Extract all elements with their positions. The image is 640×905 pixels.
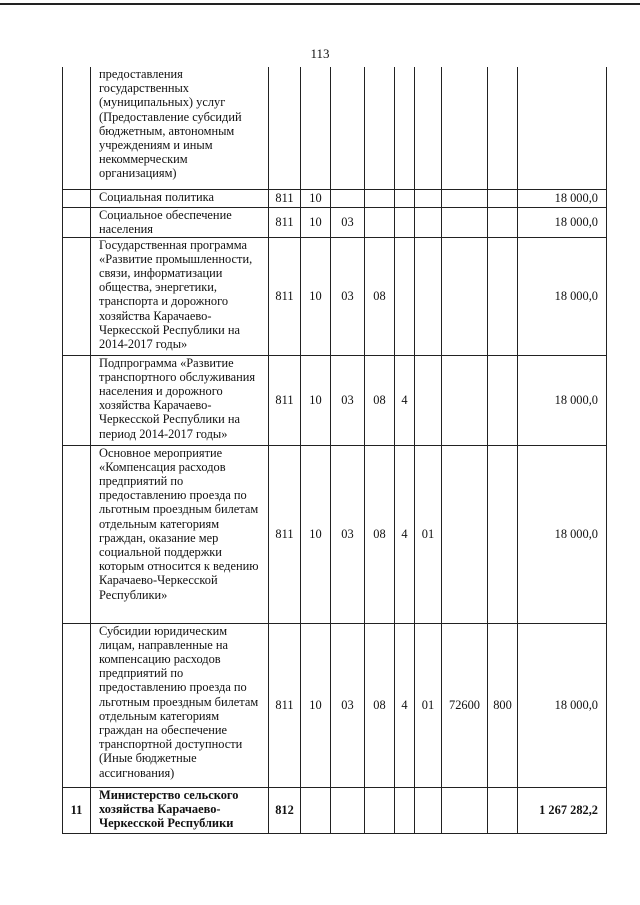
- cell-activity: [415, 189, 442, 207]
- row-number: [63, 445, 91, 623]
- cell-section: 10: [301, 355, 331, 445]
- cell-program: [365, 67, 395, 189]
- table-row: [63, 355, 607, 445]
- cell-subprogram: [395, 787, 415, 833]
- row-name: Социальная политика: [91, 189, 269, 207]
- row-number: [63, 207, 91, 237]
- cell-activity: [415, 207, 442, 237]
- cell-activity: [415, 787, 442, 833]
- table-row: [63, 787, 607, 833]
- cell-ministry: 811: [269, 207, 301, 237]
- cell-subsection: 03: [331, 355, 365, 445]
- row-name: Подпрограмма «Развитие транспортного обслуживания населения и дорожного хозяйства Карачаево-Черкесской Республики на период 2014-2017 годы»: [91, 355, 269, 445]
- cell-subprogram: [395, 237, 415, 355]
- page-number: 113: [310, 46, 330, 61]
- cell-subprogram: [395, 189, 415, 207]
- row-number: [63, 189, 91, 207]
- cell-amount: [518, 67, 607, 189]
- cell-program: [365, 189, 395, 207]
- row-name: Основное мероприятие «Компенсация расходов предприятий по предоставлению проезда по льготным проездным билетам отдельным категориям граждан, оказание мер социальной поддержки которым относится к ведению Карачаево-Черкесской Республики»: [91, 445, 269, 623]
- cell-direction: [442, 445, 488, 623]
- cell-amount: 18 000,0: [518, 445, 607, 623]
- cell-ministry: 811: [269, 355, 301, 445]
- cell-section: [301, 67, 331, 189]
- cell-subsection: [331, 787, 365, 833]
- cell-subsection: 03: [331, 237, 365, 355]
- budget-table: [62, 67, 607, 834]
- cell-section: [301, 787, 331, 833]
- cell-expense-type: [488, 355, 518, 445]
- table-row: [63, 445, 607, 623]
- cell-direction: [442, 237, 488, 355]
- cell-subsection: 03: [331, 445, 365, 623]
- cell-ministry: 811: [269, 189, 301, 207]
- cell-subprogram: 4: [395, 355, 415, 445]
- table-row: [63, 207, 607, 237]
- cell-subprogram: 4: [395, 445, 415, 623]
- cell-direction: [442, 355, 488, 445]
- cell-ministry: 811: [269, 623, 301, 787]
- cell-expense-type: [488, 237, 518, 355]
- cell-ministry: [269, 67, 301, 189]
- row-name: Субсидии юридическим лицам, направленные на компенсацию расходов предприятий по предоставлению проезда по льготным проездным билетам отдельным категориям граждан на обеспечение транспортной доступности (Иные бюджетные ассигнования): [91, 623, 269, 787]
- cell-program: 08: [365, 355, 395, 445]
- cell-activity: [415, 355, 442, 445]
- cell-program: 08: [365, 623, 395, 787]
- cell-program: [365, 787, 395, 833]
- cell-direction: [442, 207, 488, 237]
- cell-activity: [415, 237, 442, 355]
- cell-expense-type: [488, 189, 518, 207]
- top-border-line: [0, 3, 640, 5]
- cell-subsection: [331, 67, 365, 189]
- row-number: [63, 237, 91, 355]
- cell-subprogram: [395, 207, 415, 237]
- row-number: [63, 67, 91, 189]
- cell-ministry: 811: [269, 445, 301, 623]
- cell-direction: [442, 189, 488, 207]
- cell-amount: 18 000,0: [518, 623, 607, 787]
- cell-expense-type: [488, 67, 518, 189]
- cell-amount: 18 000,0: [518, 207, 607, 237]
- cell-subsection: 03: [331, 623, 365, 787]
- row-number: [63, 355, 91, 445]
- cell-section: 10: [301, 623, 331, 787]
- cell-activity: 01: [415, 623, 442, 787]
- cell-expense-type: [488, 207, 518, 237]
- table-row: [63, 189, 607, 207]
- cell-subprogram: [395, 67, 415, 189]
- table-row: [63, 237, 607, 355]
- cell-direction: 72600: [442, 623, 488, 787]
- cell-program: 08: [365, 237, 395, 355]
- row-name: предоставления государственных (муниципальных) услуг (Предоставление субсидий бюджетным, автономным учреждениям и иным некоммерческим организациям): [91, 67, 269, 189]
- cell-amount: 18 000,0: [518, 237, 607, 355]
- cell-activity: [415, 67, 442, 189]
- row-name: Государственная программа «Развитие промышленности, связи, информатизации общества, энергетики, транспорта и дорожного хозяйства Карачаево-Черкесской Республики на 2014-2017 годы»: [91, 237, 269, 355]
- table-row: [63, 623, 607, 787]
- cell-expense-type: [488, 787, 518, 833]
- cell-program: [365, 207, 395, 237]
- cell-program: 08: [365, 445, 395, 623]
- cell-amount: 18 000,0: [518, 355, 607, 445]
- cell-ministry: 812: [269, 787, 301, 833]
- row-number: 11: [63, 787, 91, 833]
- cell-section: 10: [301, 445, 331, 623]
- cell-amount: 18 000,0: [518, 189, 607, 207]
- row-name: Социальное обеспечение населения: [91, 207, 269, 237]
- cell-amount: 1 267 282,2: [518, 787, 607, 833]
- cell-section: 10: [301, 189, 331, 207]
- cell-expense-type: 800: [488, 623, 518, 787]
- cell-ministry: 811: [269, 237, 301, 355]
- cell-direction: [442, 787, 488, 833]
- cell-subsection: [331, 189, 365, 207]
- cell-subprogram: 4: [395, 623, 415, 787]
- cell-subsection: 03: [331, 207, 365, 237]
- cell-section: 10: [301, 237, 331, 355]
- row-name: Министерство сельского хозяйства Карачаево-Черкесской Республики: [91, 787, 269, 833]
- cell-expense-type: [488, 445, 518, 623]
- cell-direction: [442, 67, 488, 189]
- cell-activity: 01: [415, 445, 442, 623]
- table-row: [63, 67, 607, 189]
- row-number: [63, 623, 91, 787]
- cell-section: 10: [301, 207, 331, 237]
